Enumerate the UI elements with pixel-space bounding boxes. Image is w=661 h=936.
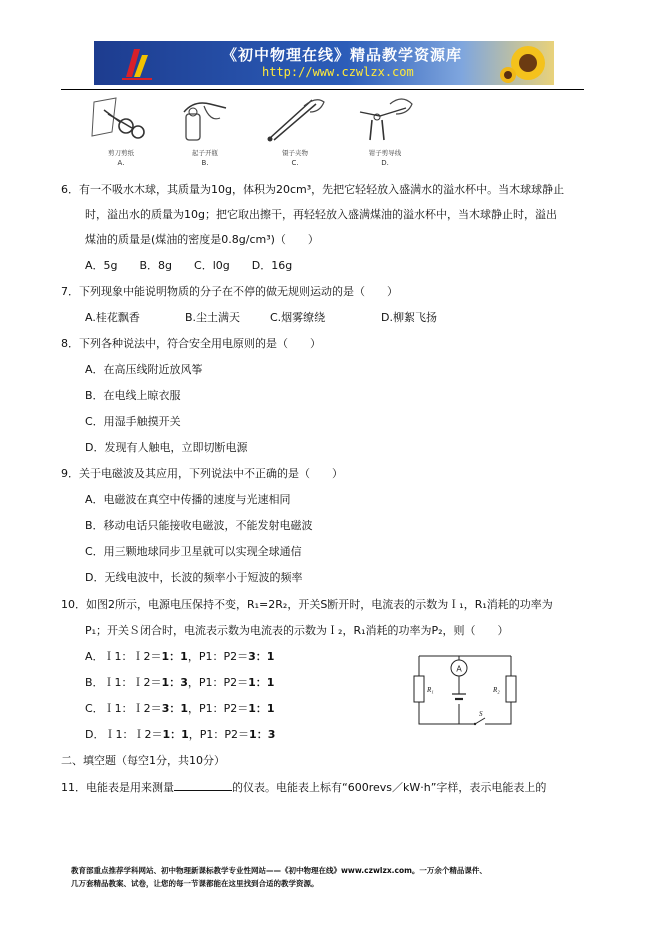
q10-line1: 10．如图2所示，电源电压保持不变，R₁=2R₂，开关S断开时，电流表的示数为Ｉ₁，R₁消耗的功率为	[61, 598, 553, 611]
q9-option-c: C．用三颗地球同步卫星就可以实现全球通信	[85, 545, 302, 558]
figure-caption: 镊子夹物	[282, 149, 308, 157]
q7-option-d: D.柳絮飞扬	[381, 311, 437, 324]
option-label: ，P1：P2＝	[187, 676, 249, 689]
option-label: ，P1：P2＝	[188, 728, 250, 741]
figure-tweezers	[260, 92, 330, 178]
ratio-current: 1：1	[161, 650, 188, 663]
r1-label: R₁	[427, 686, 434, 694]
figure-letter: C.	[291, 159, 299, 167]
switch-pivot	[474, 723, 476, 725]
scissors-icon	[86, 92, 156, 148]
figure-caption: 钳子剪导线	[368, 149, 402, 157]
figure-caption: 剪刀剪纸	[108, 149, 134, 157]
figure-caption: 起子开瓶	[192, 149, 218, 157]
q9-option-b: B．移动电话只能接收电磁波，不能发射电磁波	[85, 519, 313, 532]
q7-option-c: C.烟雾缭绕	[270, 311, 326, 324]
switch	[475, 718, 485, 724]
circuit-diagram	[405, 650, 525, 730]
ratio-power: 1：1	[248, 702, 275, 715]
q6-line1: 6．有一不吸水木球，其质量为10g，体积为20cm³，先把它轻轻放入盛满水的溢水杯中。当木球球静止	[61, 183, 565, 196]
q10-option-b	[85, 676, 274, 690]
ratio-current: 1：1	[162, 728, 189, 741]
q9-option-d: D．无线电波中，长波的频率小于短波的频率	[85, 571, 303, 584]
section-heading: 二、填空题（每空1分，共10分）	[61, 754, 225, 767]
tweezers-icon	[260, 92, 330, 148]
option-label: A．Ｉ1：Ｉ2＝	[85, 650, 162, 663]
resistor-r2	[506, 676, 516, 702]
option-label: B．Ｉ1：Ｉ2＝	[85, 676, 162, 689]
q8-option-a: A．在高压线附近放风筝	[85, 363, 203, 376]
ratio-power: 1：1	[248, 676, 275, 689]
bottle-opener-icon	[170, 92, 240, 148]
site-logo	[120, 45, 154, 81]
header-banner	[94, 41, 554, 85]
option-label: C．Ｉ1：Ｉ2＝	[85, 702, 162, 715]
r2-label: R₂	[493, 686, 500, 694]
ratio-power: 1：3	[249, 728, 276, 741]
q11-text-pre: 11．电能表是用来测量	[61, 781, 174, 794]
sunflower-image	[498, 43, 550, 83]
figure-letter: D.	[381, 159, 389, 167]
option-label: ，P1：P2＝	[188, 702, 249, 715]
resistor-r1	[414, 676, 424, 702]
site-title: 《初中物理在线》精品教学资源库	[222, 46, 463, 64]
pliers-icon	[350, 92, 420, 148]
q7-option-a: A.桂花飘香	[85, 311, 140, 324]
q6-line3: 煤油的质量是(煤油的密度是0.8g/cm³)（ ）	[85, 233, 319, 246]
figure-pliers	[350, 92, 420, 178]
q8-stem: 8．下列各种说法中，符合安全用电原则的是（ ）	[61, 337, 321, 350]
figure-bottle-opener	[170, 92, 240, 178]
ratio-current: 3：1	[161, 702, 188, 715]
figure-letter: A.	[117, 159, 125, 167]
footer-line2: 几万套精品教案、试卷，让您的每一节课都能在这里找到合适的教学资源。	[71, 879, 319, 888]
ammeter-label: A	[456, 664, 462, 674]
ratio-power: 3：1	[248, 650, 275, 663]
q10-option-a	[85, 650, 274, 664]
q8-option-c: C．用湿手触摸开关	[85, 415, 181, 428]
ratio-current: 1：3	[161, 676, 188, 689]
figure-scissors	[86, 92, 156, 178]
figure-letter: B.	[201, 159, 209, 167]
q10-line2: P₁；开关Ｓ闭合时，电流表示数为电流表的示数为Ｉ₂，R₁消耗的功率为P₂，则（ ）	[85, 624, 509, 637]
footer-line1: 教育部重点推荐学科网站、初中物理新课标教学专业性网站——《初中物理在线》www.czwlzx.com。一万余个精品课件、	[71, 866, 487, 875]
q10-option-c	[85, 702, 275, 716]
q11-blank[interactable]	[174, 780, 232, 791]
q8-option-d: D．发现有人触电，立即切断电源	[85, 441, 248, 454]
q9-stem: 9．关于电磁波及其应用，下列说法中不正确的是（ ）	[61, 467, 343, 480]
q7-stem: 7．下列现象中能说明物质的分子在不停的做无规则运动的是（ ）	[61, 285, 398, 298]
site-url[interactable]: http://www.czwlzx.com	[262, 65, 414, 79]
option-label: ，P1：P2＝	[187, 650, 249, 663]
q11-text-post: 的仪表。电能表上标有“600revs／kW·h”字样，表示电能表上的	[232, 781, 547, 794]
q11-line1	[61, 780, 546, 795]
q7-option-b: B.尘土满天	[185, 311, 241, 324]
q8-option-b: B．在电线上晾衣服	[85, 389, 181, 402]
q6-line2: 时，溢出水的质量为10g；把它取出擦干，再轻轻放入盛满煤油的溢水杯中，当木球静止时，溢出	[85, 208, 557, 221]
q6-options: A．5g B．8g C．l0g D．16g	[85, 259, 293, 272]
switch-label: S	[479, 710, 483, 718]
q9-option-a: A．电磁波在真空中传播的速度与光速相同	[85, 493, 291, 506]
lever-figures	[86, 92, 436, 178]
q10-option-d	[85, 728, 275, 742]
header-rule	[61, 89, 584, 90]
option-label: D．Ｉ1：Ｉ2＝	[85, 728, 163, 741]
